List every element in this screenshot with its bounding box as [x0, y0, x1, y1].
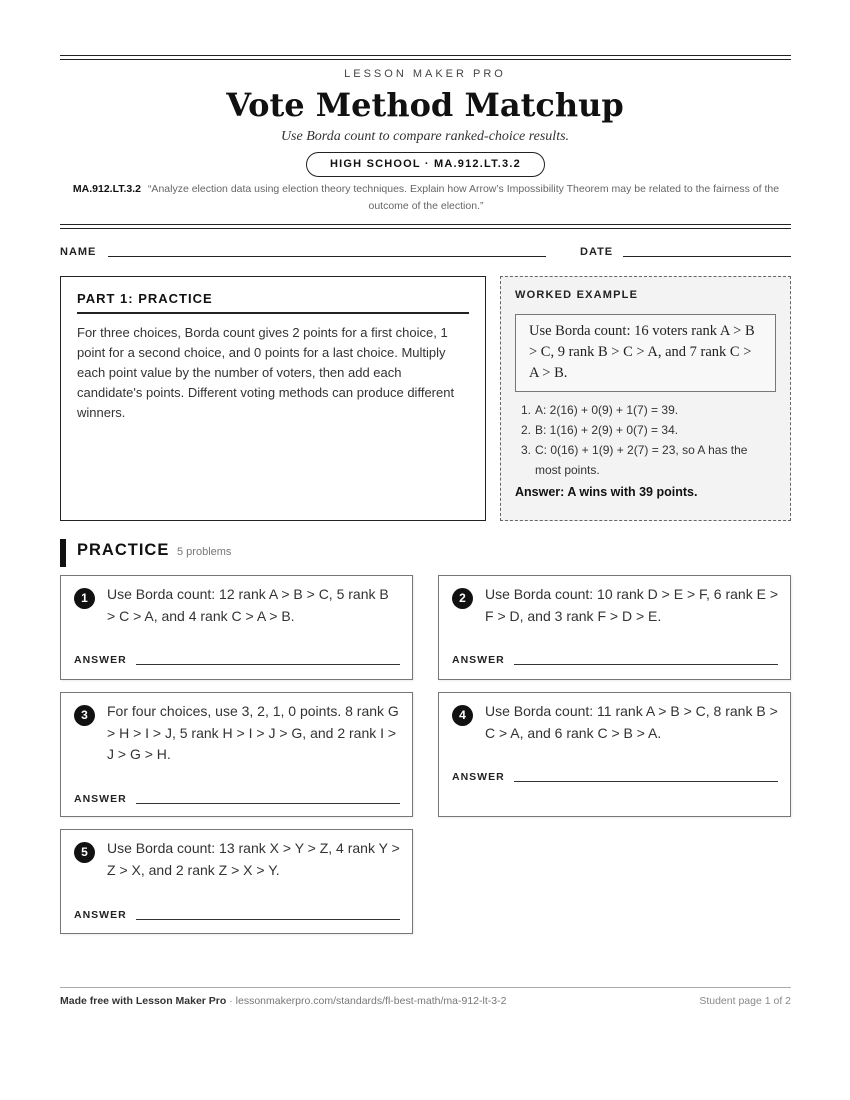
- answer-field[interactable]: [514, 664, 778, 665]
- answer-label: ANSWER: [74, 654, 127, 666]
- header-top-rule: [60, 55, 791, 60]
- answer-label: ANSWER: [452, 771, 505, 783]
- section-accent-bar: [60, 539, 66, 567]
- worked-step: [515, 400, 776, 420]
- footer-page-number: Student page 1 of 2: [699, 995, 791, 1007]
- brand-name: LESSON MAKER PRO: [344, 68, 506, 80]
- date-field[interactable]: [623, 256, 791, 257]
- standard-description: [70, 181, 782, 215]
- problem-number-badge: 3: [74, 705, 95, 726]
- problem-card-3: [60, 692, 413, 817]
- step-number: 3.: [521, 443, 532, 457]
- date-label: DATE: [580, 246, 614, 258]
- step-text: B: 1(16) + 2(9) + 0(7) = 34.: [535, 423, 679, 437]
- problem-number-badge: 2: [452, 588, 473, 609]
- problem-text: Use Borda count: 13 rank X > Y > Z, 4 rank Y > Z > X, and 2 rank Z > X > Y.: [107, 840, 400, 878]
- answer-label: ANSWER: [452, 654, 505, 666]
- worked-example-answer: Answer: A wins with 39 points.: [515, 485, 698, 499]
- practice-count: 5 problems: [177, 546, 232, 558]
- worked-example-heading: WORKED EXAMPLE: [515, 289, 639, 301]
- header-bottom-rule: [60, 224, 791, 229]
- part1-panel: [60, 276, 486, 521]
- step-text: A: 2(16) + 0(9) + 1(7) = 39.: [535, 403, 679, 417]
- problem-number-badge: 5: [74, 842, 95, 863]
- answer-field[interactable]: [136, 919, 400, 920]
- step-number: 1.: [521, 403, 532, 417]
- problem-card-5: [60, 829, 413, 934]
- practice-heading: PRACTICE: [77, 541, 170, 559]
- standard-text: “Analyze election data using election theory techniques. Explain how Arrow’s Impossibility Theorem may be related to the fairness of the outcome of the election.”: [147, 183, 780, 212]
- footer-url[interactable]: · lessonmakerpro.com/standards/fl-best-math/ma-912-lt-3-2: [226, 995, 507, 1007]
- answer-label: ANSWER: [74, 909, 127, 921]
- part1-instructions: For three choices, Borda count gives 2 points for a first choice, 1 point for a second choice, and 0 points for a last choice. Multiply each point value by the number of voters, then add each candidate's points. Different voting methods can produce different winners.: [77, 325, 455, 420]
- answer-field[interactable]: [514, 781, 778, 782]
- answer-field[interactable]: [136, 803, 400, 804]
- footer-rule: [60, 987, 791, 988]
- footer-credit: [60, 995, 506, 1007]
- page-title: Vote Method Matchup: [226, 86, 624, 124]
- problem-card-1: [60, 575, 413, 680]
- footer-made-with: Made free with Lesson Maker Pro: [60, 995, 227, 1007]
- page-subtitle: Use Borda count to compare ranked-choice results.: [280, 129, 570, 144]
- problem-card-4: [438, 692, 791, 817]
- problem-text: Use Borda count: 11 rank A > B > C, 8 rank B > C > A, and 6 rank C > B > A.: [485, 703, 778, 741]
- problem-number-badge: 1: [74, 588, 95, 609]
- problem-number-badge: 4: [452, 705, 473, 726]
- name-label: NAME: [60, 246, 97, 258]
- step-text: C: 0(16) + 1(9) + 2(7) = 23, so A has the most points.: [535, 443, 748, 477]
- problem-card-2: [438, 575, 791, 680]
- problem-text: Use Borda count: 12 rank A > B > C, 5 rank B > C > A, and 4 rank C > A > B.: [107, 586, 389, 624]
- worked-example-steps: [515, 400, 776, 480]
- name-field[interactable]: [108, 256, 546, 257]
- worked-example-panel: [500, 276, 791, 521]
- grade-standard-badge: HIGH SCHOOL · MA.912.LT.3.2: [306, 152, 545, 177]
- answer-label: ANSWER: [74, 793, 127, 805]
- standard-code: MA.912.LT.3.2: [72, 183, 142, 195]
- worked-step: [515, 420, 776, 440]
- part1-heading: PART 1: PRACTICE: [77, 291, 469, 314]
- step-number: 2.: [521, 423, 532, 437]
- problem-text: Use Borda count: 10 rank D > E > F, 6 rank E > F > D, and 3 rank F > D > E.: [485, 586, 778, 624]
- worked-step: [515, 440, 776, 480]
- problem-text: For four choices, use 3, 2, 1, 0 points. 8 rank G > H > I > J, 5 rank H > I > J > G, and 2 rank I > J > G > H.: [107, 703, 399, 762]
- answer-field[interactable]: [136, 664, 400, 665]
- worked-example-prompt: Use Borda count: 16 voters rank A > B > C, 9 rank B > C > A, and 7 rank C > A > B.: [515, 314, 776, 392]
